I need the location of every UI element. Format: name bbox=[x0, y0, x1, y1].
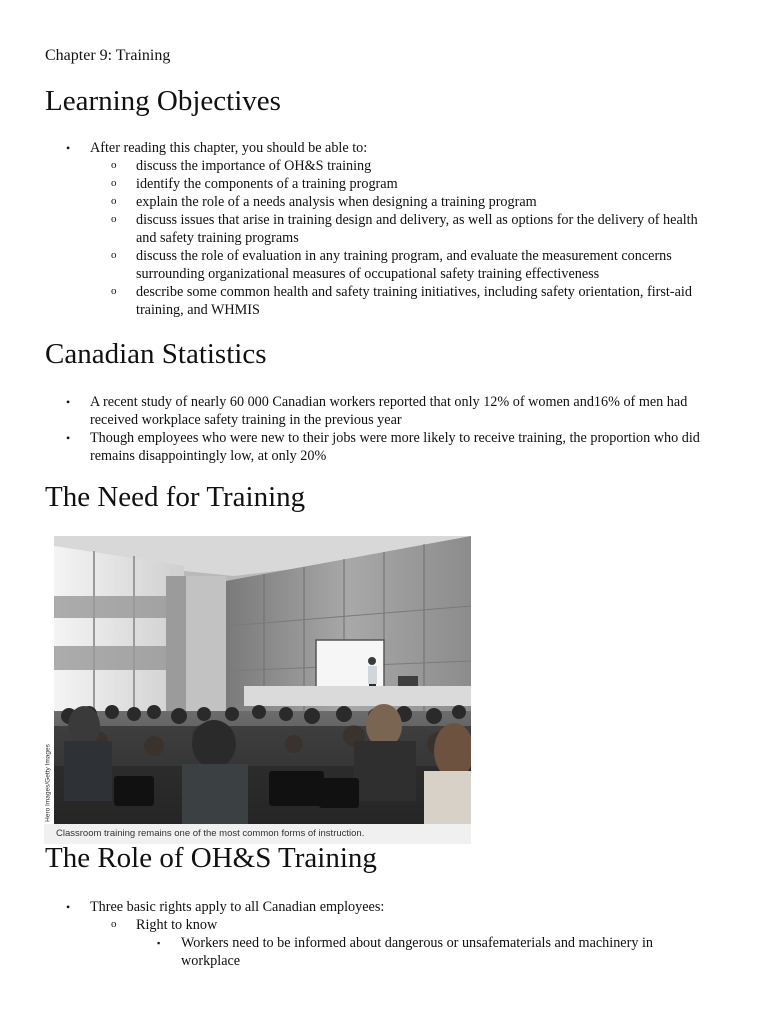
photo-caption: Classroom training remains one of the most common forms of instruction. bbox=[44, 824, 471, 844]
classroom-training-photo bbox=[54, 536, 471, 824]
learning-objectives-list bbox=[0, 139, 768, 319]
heading-canadian-statistics: Canadian Statistics bbox=[45, 338, 267, 370]
list-item: • Though employees who were new to their jobs were more likely to receive training, the proportion who did remains disappointingly low, at only 20% bbox=[0, 429, 768, 465]
chapter-label: Chapter 9: Training bbox=[45, 47, 171, 64]
heading-role-of-training: The Role of OH&S Training bbox=[45, 842, 377, 874]
list-item: o discuss the role of evaluation in any training program, and evaluate the measurement concerns surrounding organizational measures of occupational safety training effectiveness bbox=[0, 247, 768, 283]
list-item: o identify the components of a training program bbox=[0, 175, 768, 193]
list-item: ▪ Workers need to be informed about dangerous or unsafematerials and machinery in workplace bbox=[0, 934, 768, 970]
list-item: o discuss issues that arise in training design and delivery, as well as options for the delivery of health and safety training programs bbox=[0, 211, 768, 247]
statistics-list bbox=[0, 393, 768, 465]
list-item: o discuss the importance of OH&S training bbox=[0, 157, 768, 175]
photo-credit: Hero Images/Getty Images bbox=[44, 744, 52, 822]
list-item: o explain the role of a needs analysis when designing a training program bbox=[0, 193, 768, 211]
list-item: o describe some common health and safety training initiatives, including safety orientation, first-aid training, and WHMIS bbox=[0, 283, 768, 319]
heading-need-for-training: The Need for Training bbox=[45, 481, 306, 513]
role-list bbox=[0, 898, 768, 970]
list-item: o Right to know bbox=[0, 916, 768, 934]
list-item: • After reading this chapter, you should be able to: bbox=[0, 139, 768, 157]
heading-learning-objectives: Learning Objectives bbox=[45, 85, 281, 117]
list-item: • A recent study of nearly 60 000 Canadian workers reported that only 12% of women and16% of men had received workplace safety training in the previous year bbox=[0, 393, 768, 429]
list-item: • Three basic rights apply to all Canadian employees: bbox=[0, 898, 768, 916]
